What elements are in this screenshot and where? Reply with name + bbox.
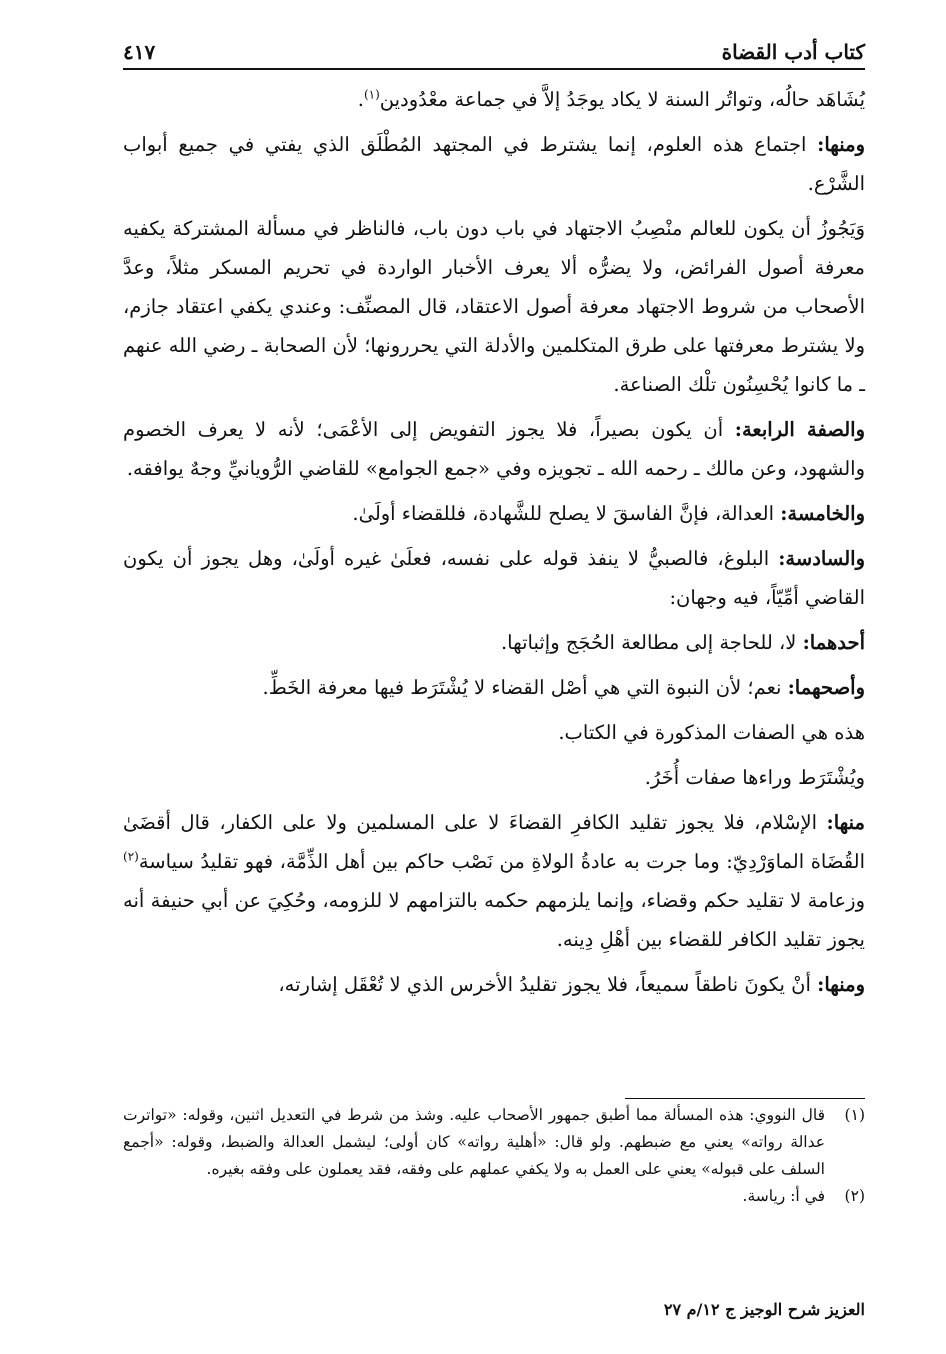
paragraph-label: ومنها: bbox=[817, 973, 865, 996]
paragraph-11 bbox=[123, 803, 865, 959]
paragraph-tail: وزعامة لا تقليد حكم وقضاء، وإنما يلزمهم حكمه بالتزامهم لا للزومه، وحُكِيَ عن أبي حنيفة أنه يجوز تقليد الكافر للقضاء بين أهْلِ دِينه. bbox=[123, 889, 865, 951]
paragraph-text: ويُشْتَرَط وراءها صفات أُخَرُ. bbox=[644, 766, 865, 789]
paragraph-text: هذه هي الصفات المذكورة في الكتاب. bbox=[558, 721, 865, 744]
page-number: ٤١٧ bbox=[123, 40, 156, 64]
paragraph-8 bbox=[123, 668, 865, 707]
footnote-2 bbox=[123, 1183, 865, 1210]
paragraph-text: لا، للحاجة إلى مطالعة الحُجَج وإثباتها. bbox=[500, 631, 803, 654]
footnote-number: (١) bbox=[844, 1106, 865, 1124]
paragraph-2 bbox=[123, 125, 865, 203]
signature-line: العزيز شرح الوجيز ج ١٢/م ٢٧ bbox=[663, 1300, 865, 1319]
paragraph-label: ومنها: bbox=[817, 133, 865, 156]
footnote-text: في أ: رياسة. bbox=[742, 1187, 825, 1205]
running-header bbox=[123, 30, 865, 64]
footnotes bbox=[123, 1102, 865, 1210]
paragraph-text: يُشَاهَد حالُه، وتواتُر السنة لا يكاد يوجَدُ إلاَّ في جماعة معْدُودين bbox=[379, 88, 865, 111]
paragraph-label: والخامسة: bbox=[780, 502, 865, 525]
footnote-1 bbox=[123, 1102, 865, 1183]
paragraph-label: والسادسة: bbox=[778, 547, 865, 570]
paragraph-5 bbox=[123, 494, 865, 533]
footnote-number: (٢) bbox=[844, 1187, 865, 1205]
footnote-text: قال النووي: هذه المسألة مما أطبق جمهور الأصحاب عليه. وشذ من شرط في التعديل اثنين، وقوله: «تواترت عدالة رواته» يعني مع ضبطهم. ولو قال: «أهلية رواته» كان أولى؛ ليشمل العدالة والضبط، وقوله: «أجمع السلف على قبوله» يعني على العمل به ولا يكفي عملهم على وفقه، فقد يعملون على وفقه بغيره. bbox=[123, 1106, 825, 1178]
paragraph-6 bbox=[123, 539, 865, 617]
paragraph-4 bbox=[123, 410, 865, 488]
paragraph-text: وَيَجُوزُ أن يكون للعالم منْصِبُ الاجتهاد في باب دون باب، فالناظر في مسألة المشتركة يكفيه معرفة أصول الفرائض، ولا يضرُّه ألا يعرف الأخبار الواردة في تحريم المسكر مثلاً، وعدَّ الأصحاب من شروط الاجتهاد معرفة أصول الاعتقاد، قال المصنِّف: وعندي يكفي اعتقاد جازم، ولا يشترط معرفتها على طرق المتكلمين والأدلة التي يحررونها؛ لأن الصحابة ـ رضي الله عنهم ـ ما كانوا يُحْسِنُون تلْك الصناعة. bbox=[123, 217, 865, 396]
paragraph-text: البلوغ، فالصبيُّ لا ينفذ قوله على نفسه، فعلَىٰ غيره أولَىٰ، وهل يجوز أن يكون القاضي أمِّيّاً، فيه وجهان: bbox=[123, 547, 865, 609]
paragraph-label: وأصحهما: bbox=[787, 676, 865, 699]
header-rule bbox=[123, 68, 865, 70]
main-text bbox=[123, 80, 865, 1010]
paragraph-text: الإسْلام، فلا يجوز تقليد الكافرِ القضاءَ لا على المسلمين ولا على الكفار، قال أقضَىٰ القُضَاة الماوَرْدِيّ: وما جرت به عادةُ الولاةِ من نَصْب حاكم بين أهل الذِّمَّة، فهو تقليدُ سياسة bbox=[123, 811, 865, 873]
paragraph-label: والصفة الرابعة: bbox=[734, 418, 865, 441]
paragraph-text: أن يكون بصيراً، فلا يجوز التفويض إلى الأعْمَى؛ لأنه لا يعرف الخصوم والشهود، وعن مالك ـ رحمه الله ـ تجويزه وفي «جمع الجوامع» للقاضي الرُّويانيِّ وجهٌ يوافقه. bbox=[123, 418, 865, 480]
paragraph-7 bbox=[123, 623, 865, 662]
footnote-ref[interactable]: (١) bbox=[363, 87, 380, 102]
paragraph-text: اجتماع هذه العلوم، إنما يشترط في المجتهد المُطْلَق الذي يفتي في جميع أبواب الشَّرْع. bbox=[123, 133, 865, 195]
paragraph-3 bbox=[123, 209, 865, 404]
paragraph-10 bbox=[123, 758, 865, 797]
paragraph-label: أحدهما: bbox=[802, 631, 865, 654]
footnote-ref[interactable]: (٢) bbox=[123, 849, 139, 864]
paragraph-tail: . bbox=[357, 88, 364, 111]
paragraph-label: منها: bbox=[826, 811, 865, 834]
paragraph-text: أنْ يكونَ ناطقاً سميعاً، فلا يجوز تقليدُ الأخرس الذي لا تُعْقَل إشارته، bbox=[278, 973, 818, 996]
paragraph-9 bbox=[123, 713, 865, 752]
paragraph-12 bbox=[123, 965, 865, 1004]
footnote-rule bbox=[625, 1098, 865, 1099]
paragraph-text: العدالة، فإنَّ الفاسقَ لا يصلح للشَّهادة، فللقضاء أولَىٰ. bbox=[352, 502, 781, 525]
paragraph-text: نعم؛ لأن النبوة التي هي أصْل القضاء لا يُشْتَرَط فيها معرفة الخَطِّ. bbox=[262, 676, 788, 699]
book-title: كتاب أدب القضاة bbox=[721, 40, 865, 64]
paragraph-1 bbox=[123, 80, 865, 119]
